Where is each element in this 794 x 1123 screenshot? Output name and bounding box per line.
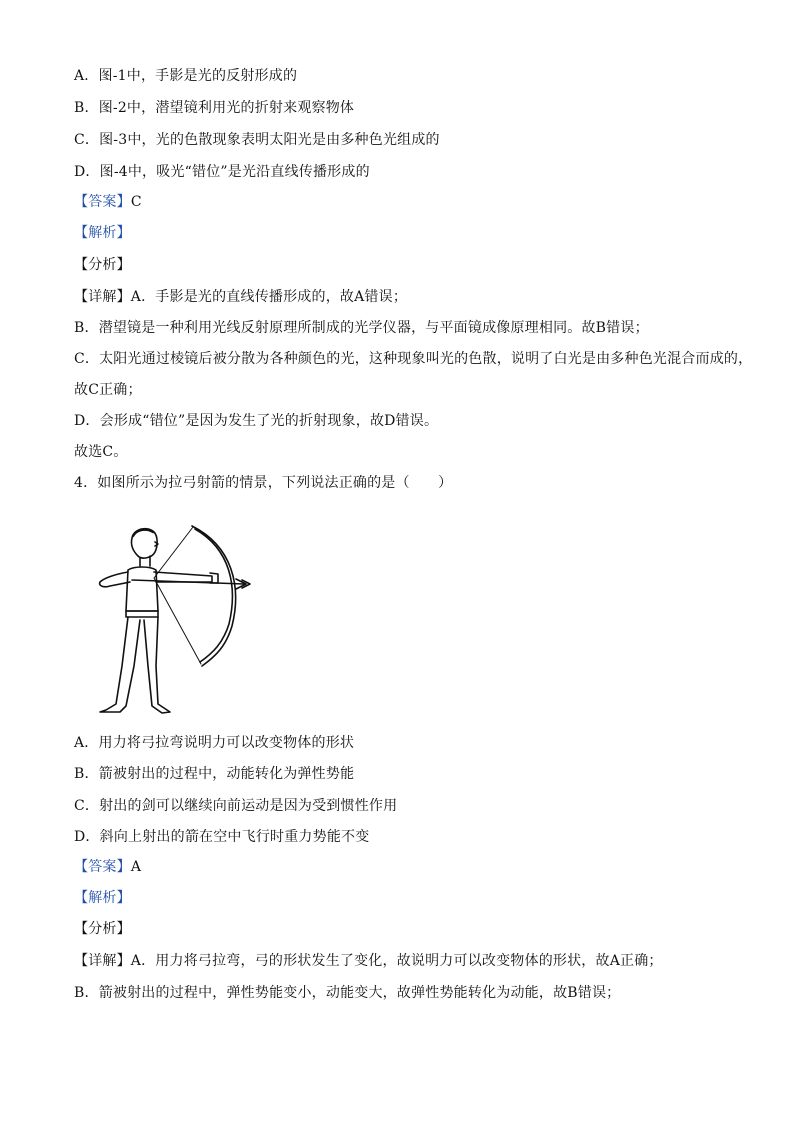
- q3-detail-c: C．太阳光通过棱镜后被分散为各种颜色的光，这种现象叫光的色散，说明了白光是由多种色光混合而成的，: [74, 351, 753, 367]
- q4-option-d: D．斜向上射出的箭在空中飞行时重力势能不变: [74, 829, 370, 845]
- q3-detail-c-cont: 故C正确；: [74, 382, 142, 398]
- q4-option-b: B．箭被射出的过程中，动能转化为弹性势能: [74, 766, 355, 782]
- q4-detail-a: 【详解】A．用力将弓拉弯，弓的形状发生了变化，故说明力可以改变物体的形状，故A正确；: [74, 953, 663, 969]
- q3-answer-label: 【答案】: [74, 194, 131, 210]
- q3-conclusion: 故选C。: [74, 444, 128, 460]
- q3-detail-a: 【详解】A．手影是光的直线传播形成的，故A错误；: [74, 289, 408, 305]
- q3-option-a: A．图-1中，手影是光的反射形成的: [74, 68, 298, 84]
- q4-detail-b: B．箭被射出的过程中，弹性势能变小，动能变大，故弹性势能转化为动能，故B错误；: [74, 985, 621, 1001]
- q3-detail-d: D．会形成“错位”是因为发生了光的折射现象，故D错误。: [74, 413, 439, 429]
- q3-answer-value: C: [130, 194, 142, 210]
- q3-analysis-label: 【解析】: [74, 225, 131, 241]
- q3-option-b: B．图-2中，潜望镜利用光的折射来观察物体: [74, 100, 355, 116]
- q3-answer: [74, 193, 142, 211]
- q3-option-d: D．图-4中，吸光“错位”是光沿直线传播形成的: [74, 164, 370, 180]
- q4-option-c: C．射出的剑可以继续向前运动是因为受到惯性作用: [74, 798, 398, 814]
- q4-fenxi-label: 【分析】: [74, 921, 131, 937]
- archer-drawing-icon: [92, 516, 252, 721]
- q4-analysis-label: 【解析】: [74, 890, 131, 906]
- q4-answer: [74, 858, 141, 876]
- q3-detail-b: B．潜望镜是一种利用光线反射原理所制成的光学仪器，与平面镜成像原理相同。故B错误；: [74, 320, 649, 336]
- q3-fenxi-label: 【分析】: [74, 257, 131, 273]
- q4-answer-value: A: [130, 859, 142, 875]
- q4-stem: 4．如图所示为拉弓射箭的情景，下列说法正确的是（ ）: [74, 475, 453, 491]
- q3-option-c: C．图-3中，光的色散现象表明太阳光是由多种色光组成的: [74, 132, 440, 148]
- q4-option-a: A．用力将弓拉弯说明力可以改变物体的形状: [74, 735, 355, 751]
- q4-answer-label: 【答案】: [74, 859, 131, 875]
- archer-drawing: [92, 516, 252, 721]
